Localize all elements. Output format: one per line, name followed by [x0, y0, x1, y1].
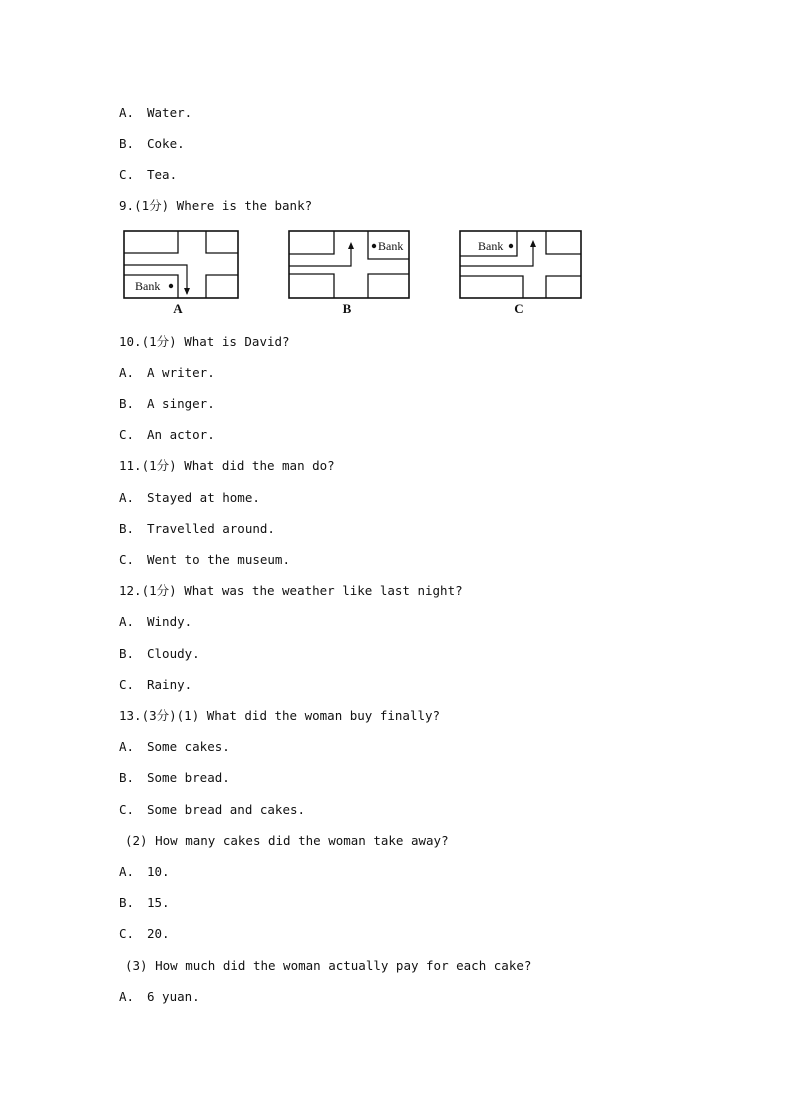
q13-3-question: (3) How much did the woman actually pay for each cake?: [125, 958, 532, 973]
map-c-label: C: [514, 301, 524, 316]
q12-option-a: A. Windy.: [119, 614, 193, 629]
q11-option-c: C. Went to the museum.: [119, 552, 290, 567]
map-a-bank-label: Bank: [135, 279, 161, 293]
q13-1-option-c: C. Some bread and cakes.: [119, 802, 306, 817]
map-b: [288, 230, 410, 300]
map-a: [123, 230, 239, 300]
q8-option-c: C. Tea.: [119, 167, 178, 182]
q10-question: 10.(1分) What is David?: [119, 334, 290, 349]
q13-2-option-b: B. 15.: [119, 895, 170, 910]
map-b-label: B: [342, 301, 352, 316]
q10-option-c: C. An actor.: [119, 427, 215, 442]
q11-option-a: A. Stayed at home.: [119, 490, 260, 505]
q10-option-b: B. A singer.: [119, 396, 215, 411]
q12-option-c: C. Rainy.: [119, 677, 193, 692]
q9-question: 9.(1分) Where is the bank?: [119, 198, 313, 213]
q11-question: 11.(1分) What did the man do?: [119, 458, 335, 473]
q13-3-option-a: A. 6 yuan.: [119, 989, 200, 1004]
q12-question: 12.(1分) What was the weather like last night?: [119, 583, 463, 598]
map-c-bank-label: Bank: [478, 239, 504, 253]
q10-option-a: A. A writer.: [119, 365, 215, 380]
q13-1-option-a: A. Some cakes.: [119, 739, 230, 754]
map-a-label: A: [173, 301, 183, 316]
map-b-bank-label: Bank: [378, 239, 404, 253]
q13-2-option-c: C. 20.: [119, 926, 170, 941]
q8-option-a: A. Water.: [119, 105, 193, 120]
q13-1-option-b: B. Some bread.: [119, 770, 230, 785]
q8-option-b: B. Coke.: [119, 136, 185, 151]
q13-2-question: (2) How many cakes did the woman take away?: [125, 833, 449, 848]
q13-2-option-a: A. 10.: [119, 864, 170, 879]
q13-question: 13.(3分)(1) What did the woman buy finally?: [119, 708, 441, 723]
q12-option-b: B. Cloudy.: [119, 646, 200, 661]
q11-option-b: B. Travelled around.: [119, 521, 275, 536]
map-c: [459, 230, 582, 300]
